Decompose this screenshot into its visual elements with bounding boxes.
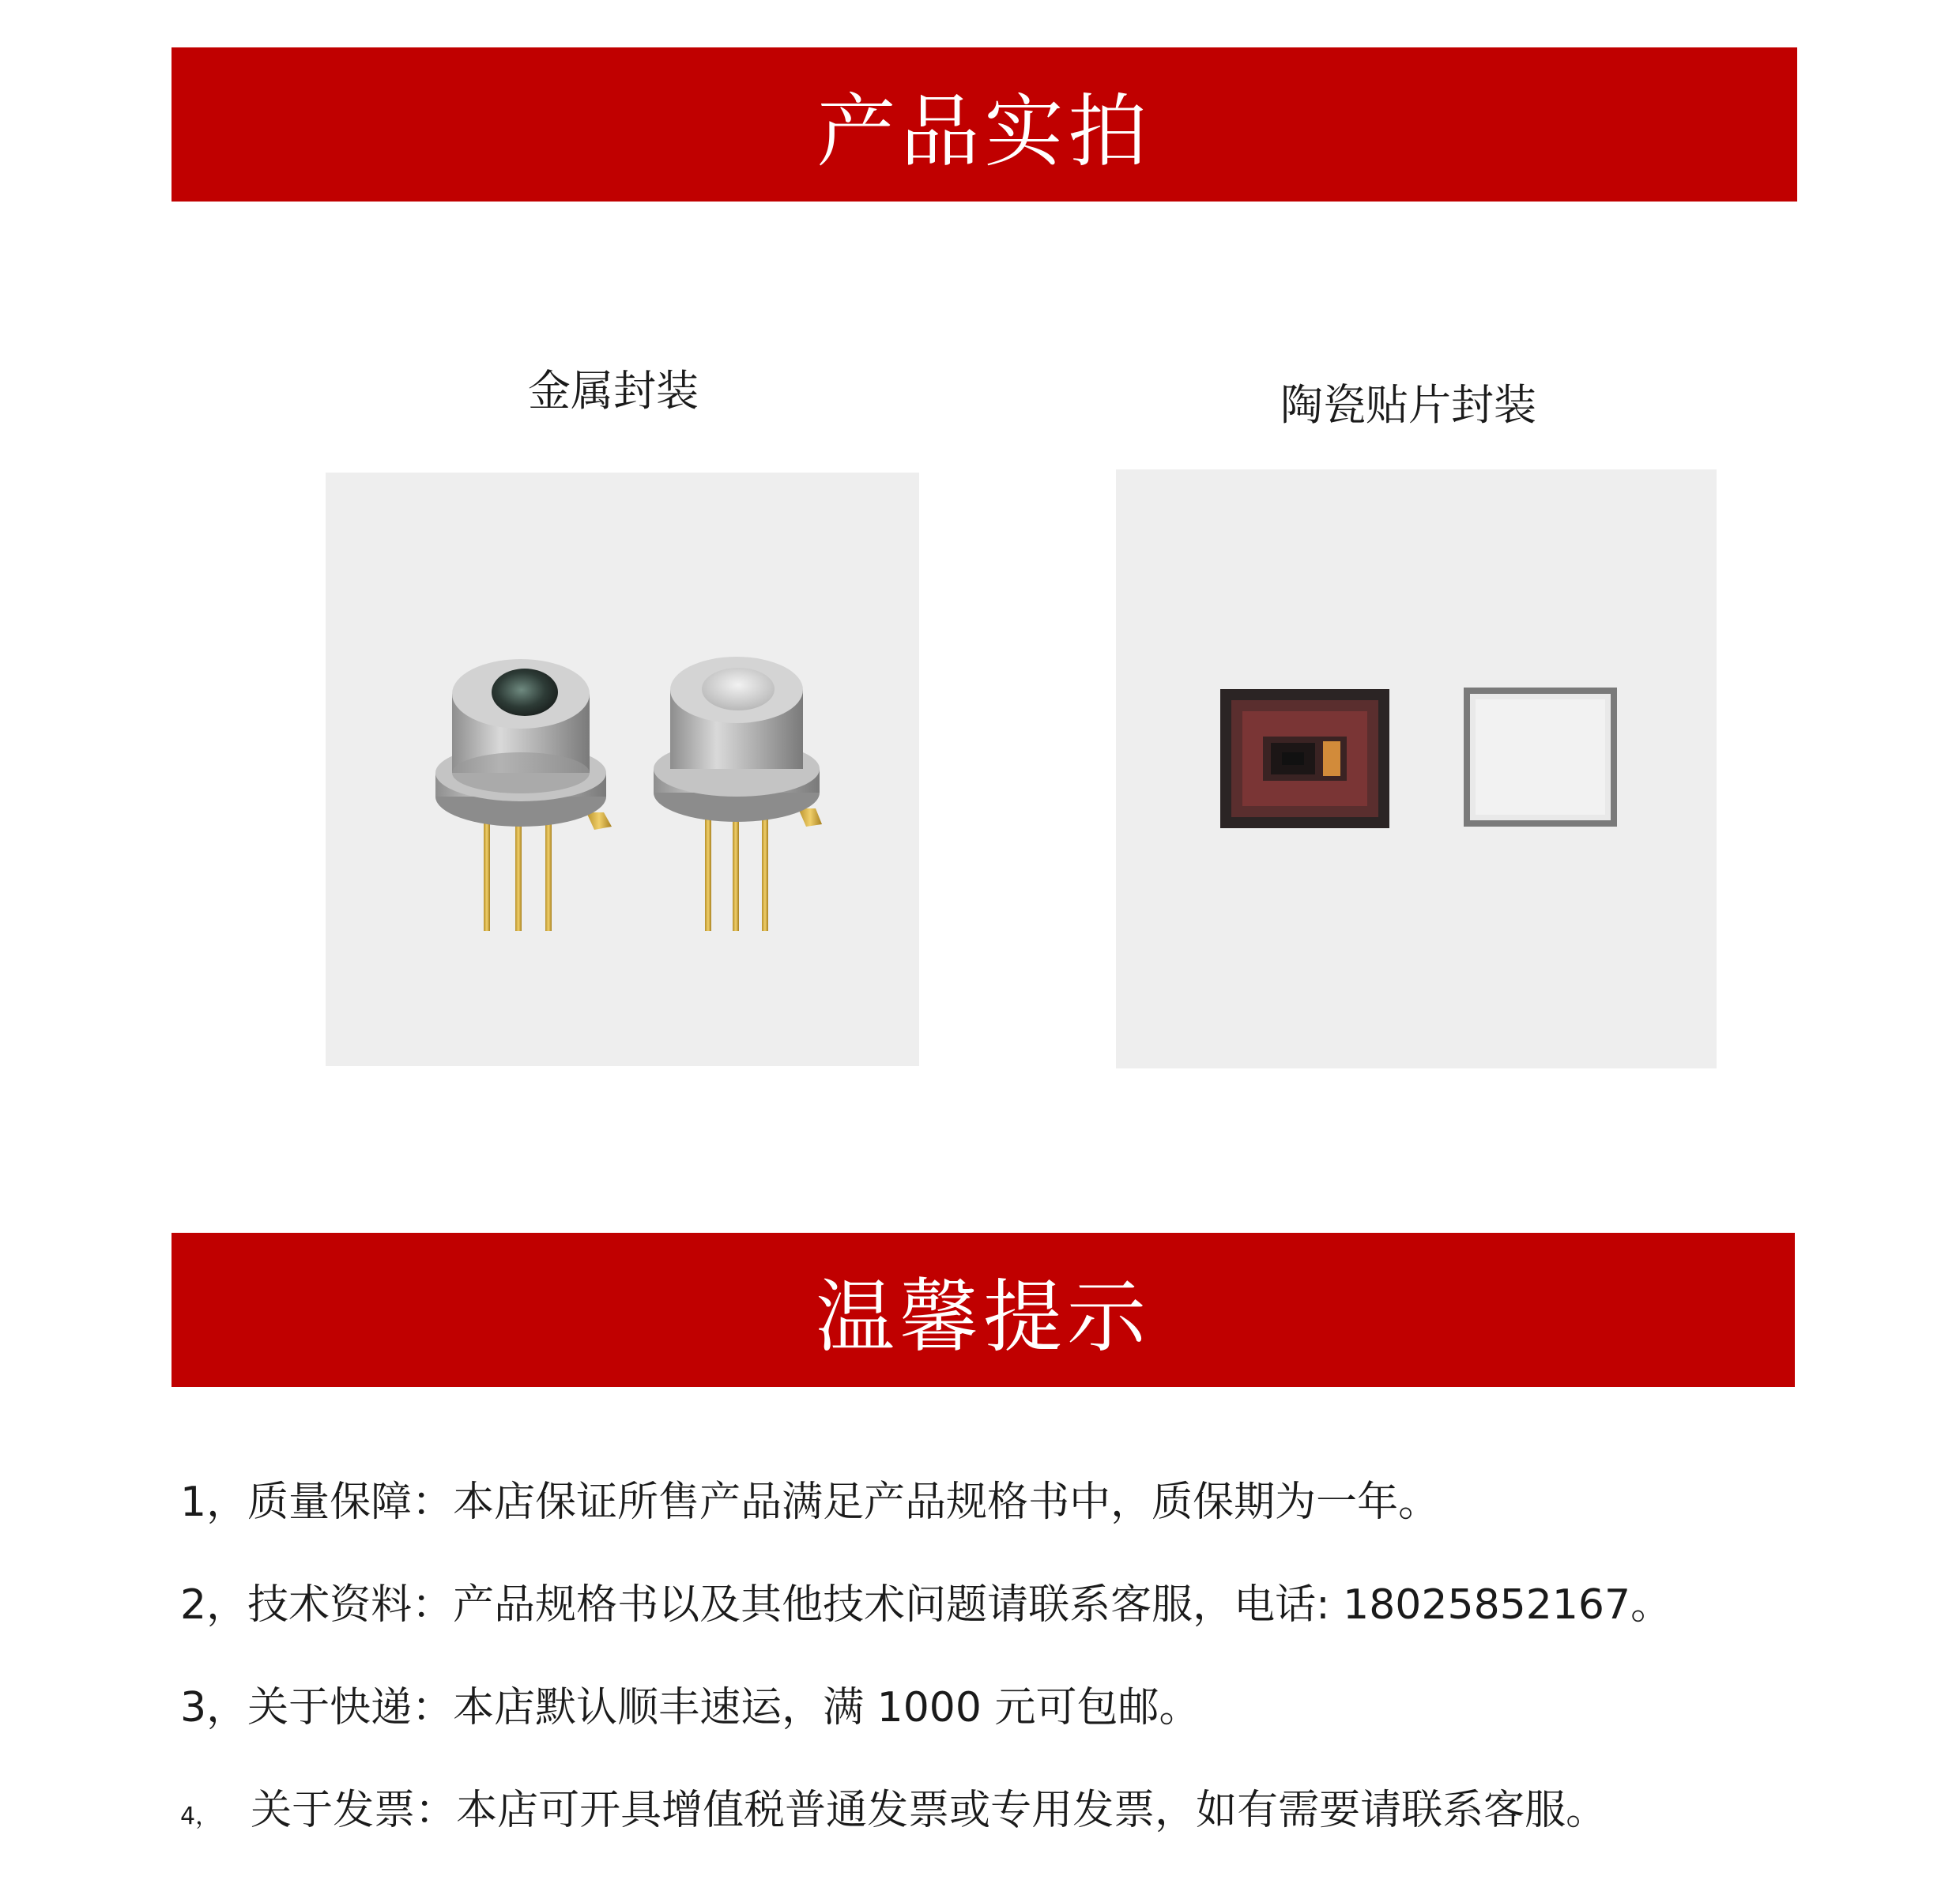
product-photos-banner [172, 47, 1797, 202]
tip-number: 3， [180, 1684, 248, 1731]
tip-item-invoice [180, 1777, 1607, 1836]
tip-number: 2， [180, 1581, 248, 1629]
metal-sensor-left [435, 659, 612, 931]
tip-text: 质量保障：本店保证所售产品满足产品规格书中，质保期为一年。 [247, 1479, 1440, 1526]
warm-tips-banner [172, 1233, 1795, 1387]
ceramic-smd-sensors-illustration [1116, 469, 1717, 1068]
tip-number: 4， [180, 1803, 220, 1830]
tip-item-quality [180, 1468, 1439, 1528]
tip-text: 技术资料：产品规格书以及其他技术问题请联系客服，电话: 18025852167。 [247, 1581, 1672, 1629]
metal-package-photo [326, 473, 919, 1066]
tip-text: 关于发票：本店可开具增值税普通发票或专用发票，如有需要请联系客服。 [251, 1787, 1608, 1834]
ceramic-sensor-bottom-view [1464, 688, 1617, 827]
ceramic-smd-package-caption: 陶瓷贴片封装 [1280, 380, 1536, 430]
product-photos-title: 产品实拍 [816, 85, 1152, 178]
ceramic-sensor-top-view [1220, 689, 1389, 828]
tip-item-shipping [180, 1674, 1200, 1733]
tip-text: 关于快递：本店默认顺丰速运，满 1000 元可包邮。 [247, 1684, 1200, 1731]
tip-number: 1， [180, 1479, 248, 1526]
metal-can-sensors-illustration [326, 473, 919, 1066]
ceramic-package-photo [1116, 469, 1717, 1068]
metal-package-caption: 金属封装 [528, 366, 699, 416]
tip-item-technical [180, 1571, 1672, 1630]
warm-tips-title: 温馨提示 [816, 1270, 1151, 1363]
metal-sensor-right [654, 657, 822, 931]
